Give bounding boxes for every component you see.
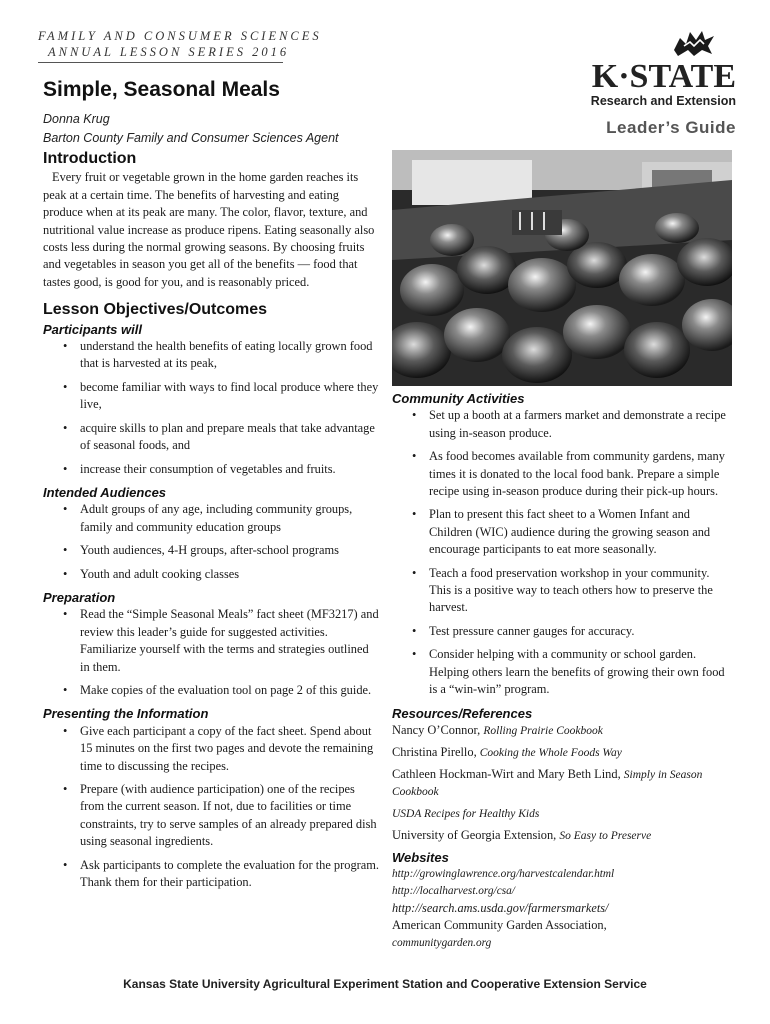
- list-item: • Set up a booth at a farmers market and demonstrate a recipe using in-season produce.: [392, 407, 732, 442]
- right-column: [392, 390, 732, 952]
- organization-name: American Community Garden Association,: [392, 918, 607, 933]
- reference-item: Christina Pirello, Cooking the Whole Foods Way: [392, 744, 622, 759]
- website-link[interactable]: http://search.ams.usda.gov/farmersmarkets/: [392, 901, 609, 916]
- series-heading: [38, 28, 322, 60]
- peppers-photo: [392, 150, 732, 386]
- website-link[interactable]: http://growinglawrence.org/harvestcalendar.html: [392, 868, 615, 881]
- community-list: [392, 407, 732, 698]
- list-item: • acquire skills to plan and prepare meals that take advantage of seasonal foods, and: [43, 420, 381, 455]
- footer-text: Kansas State University Agricultural Experiment Station and Cooperative Extension Service: [123, 977, 647, 991]
- logo-subtitle: Research and Extension: [590, 94, 736, 108]
- reference-item: University of Georgia Extension, So Easy to Preserve: [392, 827, 652, 842]
- series-line-1: FAMILY AND CONSUMER SCIENCES: [38, 29, 322, 43]
- list-item: • Read the “Simple Seasonal Meals” fact sheet (MF3217) and review this leader’s guide for suggested activities. Familiarize yourself with the terms and strategies outlined in them.: [43, 606, 381, 676]
- list-item: • increase their consumption of vegetables and fruits.: [43, 461, 381, 478]
- preparation-list: [43, 606, 381, 699]
- author-name: Donna Krug: [43, 112, 110, 126]
- header-rule: [38, 62, 283, 63]
- author-role: Barton County Family and Consumer Sciences Agent: [43, 131, 339, 145]
- kstate-logo: [586, 28, 736, 138]
- list-item: • Youth and adult cooking classes: [43, 566, 381, 583]
- list-item: • Make copies of the evaluation tool on page 2 of this guide.: [43, 682, 381, 699]
- list-item: • Ask participants to complete the evaluation for the program. Thank them for their participation.: [43, 857, 381, 892]
- audiences-heading: Intended Audiences: [43, 484, 167, 500]
- list-item: • Adult groups of any age, including community groups, family and community education groups: [43, 501, 381, 536]
- list-item: • Give each participant a copy of the fact sheet. Spend about 15 minutes on the first two pages and devote the remaining time to discussing the recipes.: [43, 723, 381, 775]
- author-block: [43, 110, 339, 148]
- reference-item: USDA Recipes for Healthy Kids: [392, 807, 540, 820]
- website-link[interactable]: http://localharvest.org/csa/: [392, 885, 515, 898]
- objectives-heading: Lesson Objectives/Outcomes: [43, 301, 268, 319]
- list-item: • become familiar with ways to find local produce where they live,: [43, 379, 381, 414]
- list-item: • Youth audiences, 4-H groups, after-school programs: [43, 542, 381, 559]
- website-link[interactable]: communitygarden.org: [392, 936, 492, 949]
- series-line-2: ANNUAL LESSON SERIES 2016: [48, 45, 290, 59]
- audiences-list: [43, 501, 381, 583]
- list-item: • Consider helping with a community or school garden. Helping others learn the benefits of growing their own food is a “win-win” program.: [392, 646, 732, 698]
- wildcat-icon: [672, 28, 716, 58]
- presenting-heading: Presenting the Information: [43, 706, 209, 722]
- list-item: • understand the health benefits of eating locally grown food that is harvested at its peak,: [43, 338, 381, 373]
- intro-heading: Introduction: [43, 150, 137, 167]
- reference-item: Nancy O’Connor, Rolling Prairie Cookbook: [392, 722, 603, 737]
- logo-wordmark: K·STATE: [591, 58, 736, 95]
- page-title: Simple, Seasonal Meals: [43, 78, 280, 101]
- left-column: [43, 150, 381, 897]
- list-item: • Prepare (with audience participation) one of the recipes from the current season. If not, due to facilities or time constraints, try to serve samples of an already prepared dish using seasonal ingredients.: [43, 781, 381, 851]
- list-item: • Teach a food preservation workshop in your community. This is a positive way to teach others how to preserve the harvest.: [392, 565, 732, 617]
- community-heading: Community Activities: [392, 391, 525, 406]
- websites-heading: Websites: [392, 849, 449, 865]
- intro-text: Every fruit or vegetable grown in the home garden reaches its peak at a certain time. The benefits of harvesting and eating produce when at its peak are many. The color, flavor, texture, and nutritional value increase as produce ripens. Eating seasonally also costs less during the normal growing seasons. By choosing fruits and vegetables in season you get all of the benefits — food that tastes good, is good for you, and is reasonably priced.: [43, 170, 375, 289]
- list-item: • Plan to present this fact sheet to a Women Infant and Children (WIC) audience during the growing season and encourage participants to eat more seasonally.: [392, 506, 732, 558]
- resources-heading: Resources/References: [392, 705, 533, 721]
- presenting-list: [43, 723, 381, 892]
- participants-list: [43, 338, 381, 478]
- leaders-guide-label: Leader’s Guide: [606, 118, 736, 137]
- reference-item: Cathleen Hockman-Wirt and Mary Beth Lind, Simply in Season Cookbook: [392, 766, 703, 798]
- list-item: • As food becomes available from community gardens, many times it is donated to the local food bank. Prepare a simple recipe using in-season produce during their pick-up hours.: [392, 448, 732, 500]
- participants-heading: Participants will: [43, 321, 142, 337]
- list-item: • Test pressure canner gauges for accuracy.: [392, 623, 732, 640]
- peppers-image: [392, 150, 732, 386]
- preparation-heading: Preparation: [43, 589, 116, 605]
